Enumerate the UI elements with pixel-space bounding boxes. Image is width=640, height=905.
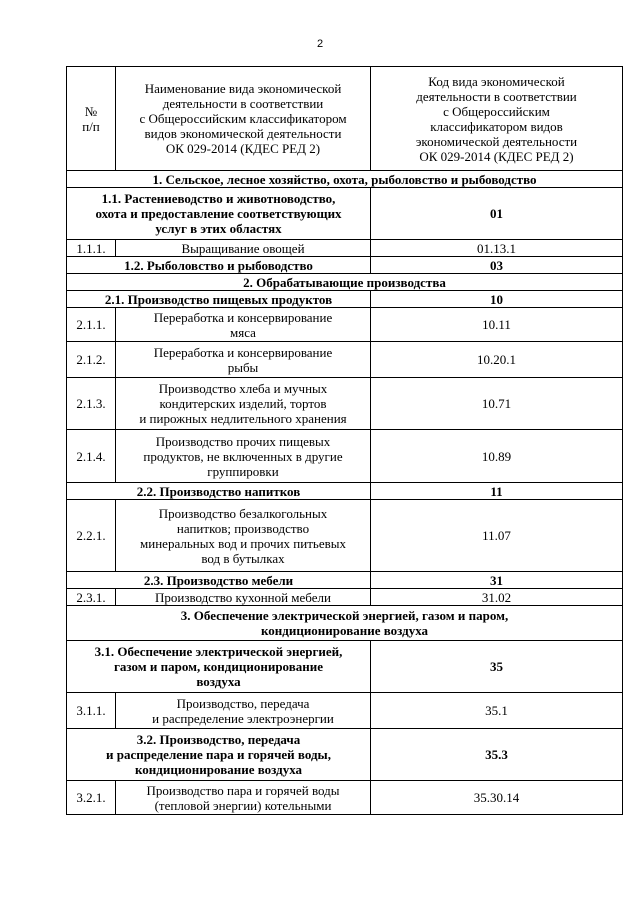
group-code: 31 [371,572,623,589]
item-code: 10.89 [371,430,623,483]
item-code: 10.71 [371,378,623,430]
table-row [67,378,623,430]
header-number: № п/п [67,67,116,171]
group-code: 11 [371,483,623,500]
table-row [67,589,623,606]
item-number: 2.1.1. [67,308,116,342]
group-name: 3.2. Производство, передача и распределение пара и горячей воды, кондиционирование воздуха [67,729,371,781]
page-number: 2 [316,38,324,50]
item-code: 01.13.1 [371,240,623,257]
item-number: 2.1.4. [67,430,116,483]
table-row [67,308,623,342]
group-code: 35 [371,641,623,693]
table-header-row [67,67,623,171]
section-title: 3. Обеспечение электрической энергией, газом и паром, кондиционирование воздуха [67,606,623,641]
group-row [67,188,623,240]
item-number: 1.1.1. [67,240,116,257]
item-name: Производство хлеба и мучных кондитерских изделий, тортов и пирожных недлительного хранения [116,378,371,430]
group-row [67,641,623,693]
group-name: 1.2. Рыболовство и рыбоводство [67,257,371,274]
section-title: 2. Обрабатывающие производства [67,274,623,291]
group-code: 03 [371,257,623,274]
item-number: 3.1.1. [67,693,116,729]
item-name: Производство пара и горячей воды (тепловой энергии) котельными [116,781,371,815]
table-row [67,342,623,378]
group-name: 1.1. Растениеводство и животноводство, охота и предоставление соответствующих услуг в этих областях [67,188,371,240]
item-name: Переработка и консервирование рыбы [116,342,371,378]
section-row [67,171,623,188]
item-code: 10.11 [371,308,623,342]
table-row [67,693,623,729]
item-name: Производство кухонной мебели [116,589,371,606]
table-row [67,781,623,815]
item-code: 35.30.14 [371,781,623,815]
group-row [67,257,623,274]
group-row [67,729,623,781]
item-number: 2.1.3. [67,378,116,430]
group-row [67,572,623,589]
item-number: 3.2.1. [67,781,116,815]
section-row [67,274,623,291]
item-name: Переработка и консервирование мяса [116,308,371,342]
item-code: 11.07 [371,500,623,572]
item-number: 2.2.1. [67,500,116,572]
group-code: 10 [371,291,623,308]
table-row [67,240,623,257]
table-row [67,500,623,572]
activity-codes-table [66,66,623,815]
item-code: 10.20.1 [371,342,623,378]
item-name: Производство прочих пищевых продуктов, не включенных в другие группировки [116,430,371,483]
group-name: 2.3. Производство мебели [67,572,371,589]
header-activity-code: Код вида экономической деятельности в соответствии с Общероссийским классификатором видов экономической деятельности ОК 029-2014 (КДЕС РЕД 2) [371,67,623,171]
section-row [67,606,623,641]
group-row [67,291,623,308]
item-number: 2.1.2. [67,342,116,378]
group-code: 35.3 [371,729,623,781]
item-code: 35.1 [371,693,623,729]
group-name: 3.1. Обеспечение электрической энергией, газом и паром, кондиционирование воздуха [67,641,371,693]
group-row [67,483,623,500]
group-name: 2.2. Производство напитков [67,483,371,500]
item-name: Выращивание овощей [116,240,371,257]
item-number: 2.3.1. [67,589,116,606]
item-name: Производство, передача и распределение электроэнергии [116,693,371,729]
item-name: Производство безалкогольных напитков; производство минеральных вод и прочих питьевых вод в бутылках [116,500,371,572]
header-activity-name: Наименование вида экономической деятельности в соответствии с Общероссийским классификатором видов экономической деятельности ОК 029-2014 (КДЕС РЕД 2) [116,67,371,171]
table-row [67,430,623,483]
group-code: 01 [371,188,623,240]
item-code: 31.02 [371,589,623,606]
group-name: 2.1. Производство пищевых продуктов [67,291,371,308]
section-title: 1. Сельское, лесное хозяйство, охота, рыболовство и рыбоводство [67,171,623,188]
